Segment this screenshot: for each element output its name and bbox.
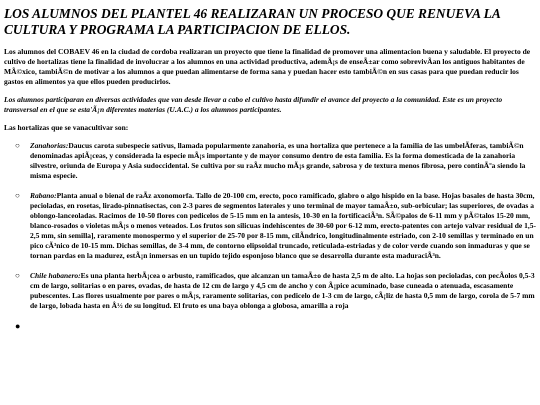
- list-item-chile-habanero: [15, 270, 536, 311]
- list-intro: Las hortalizas que se vanacultivar son:: [4, 123, 129, 133]
- item-description: Planta anual o bienal de raÃz axonomorfa. Tallo de 20-100 cm, erecto, poco ramificado, glabro o algo hispido en la base. Hojas basales de hasta 30cm, pecioladas, en rosetas, lirado-pinnatisectas, con 2-3 pares de segmentos laterales y uno terminal de mayor tamaÃ±o, sub-orbicular; las superiores, de ovadas a oblongo-lanceoladas. Racimos de 10-50 flores con pedicelos de 5-15 mm en la antesis, 10-30 en la fortificaciÃ³n. SÃ©palos de 6-11 mm y pÃ©talos 15-20 mm, blanco-rosados o violetas mÃ¡s o menos veteados. Los frutos son silicuas indehiscentes de 30-60 por 6-12 mm, erecto-patentes con artejo valvar residual de 1,5-2,5 mm, sin semilla], raramente monospermo y el superior de 25-70 por 8-15 mm, cilÃndrico, longitudinalmente estriado, con 2-10 semillas y terminado en un pico cÃ³nico de 10-15 mm. Dichas semillas, de 3-4 mm, de contorno elipsoidal truncado, reticulada-estriadas y de color verde cuando son inmaduras y que se tornan pardas en la madurez, estÃ¡n inmersas en un tupido tejido esponjoso blanco que se desarrolla durante esta maduraciÃ³n.: [30, 191, 536, 260]
- activities-paragraph: Los alumnos participaran en diversas actividades que van desde llevar a cabo el cultivo hasta difundir el avance del proyecto a la comunidad. Este es un proyecto transversal en el que se esta'Ã¡n diferentes materias (U.A.C.) a los alumnos participantes.: [4, 95, 503, 115]
- list-item-rabano: [15, 191, 536, 261]
- hollow-bullet-icon: ○: [15, 270, 20, 280]
- item-name: Chile habanero:: [30, 270, 81, 280]
- item-description: Es una planta herbÃ¡cea o arbusto, ramificados, que alcanzan un tamaÃ±o de hasta 2,5 m de alto. La hojas son pecioladas, con pecÃolos 0,5-3 cm de largo, solitarias o en pares, ovadas, de hasta de 12 cm de largo y 4,5 cm de ancho y con Ã¡pice acuminado, base cuneada o atenuada, escasamente pubescentes. Las flores usualmente por pares o mÃ¡s, raramente solitarias, con pedicelo de 1-3 cm de largo, cÃ¡liz de hasta 0,5 mm de largo, corola de 5-7 mm de largo, lobada hasta en Â½ de su longitud. El fruto es una baya oblonga a globosa, amarilla a roja: [30, 270, 535, 310]
- list-item-empty: [15, 320, 536, 331]
- intro-paragraph: Los alumnos del COBAEV 46 en la ciudad de cordoba realizaran un proyecto que tiene la finalidad de promover una alimentacion buena y saludable. El proyecto de cultivo de hortalizas tiene la finalidad de involucrar a los alumnos en una actividad productiva, ademÃ¡s de enseÃ±ar como sobrevivÃan los antiguos habitantes de MÃ©xico, tambiÃ©n de motivar a los alumnos a que puedan alimentarse de forma sana y puedan hacer esto tambiÃ©n en sus casas para que puedan reducir los gastos en alimentos ya que ellos pueden producirlos.: [4, 47, 531, 87]
- item-description: Daucus carota subespecie sativus, llamada popularmente zanahoria, es una hortaliza que pertenece a la familia de las umbelÃferas, tambiÃ©n denominadas apiÃ¡ceas, y considerada la especie mÃ¡s importante y de mayor consumo dentro de esta familia. Es la forma domesticada de la zanahoria silvestre, oriunda de Europa y Asia sudoccidental. Se cultiva por su raÃz mucho mÃ¡s grande, sabrosa y de textura menos fibrosa, pero continÃºa siendo la misma especie.: [30, 141, 526, 181]
- filled-bullet-icon: ●: [15, 320, 21, 331]
- hollow-bullet-icon: ○: [15, 191, 20, 200]
- vegetable-list: [4, 141, 536, 331]
- hollow-bullet-icon: ○: [15, 141, 20, 151]
- page-title: LOS ALUMNOS DEL PLANTEL 46 REALIZARAN UN PROCESO QUE RENUEVA LA CULTURA Y PROGRAMA LA PARTICIPACION DE ELLOS.: [4, 6, 501, 37]
- list-item-zanahorias: [15, 141, 536, 181]
- item-name: Zanahorias:: [30, 141, 69, 151]
- item-name: Rabano:: [30, 191, 57, 200]
